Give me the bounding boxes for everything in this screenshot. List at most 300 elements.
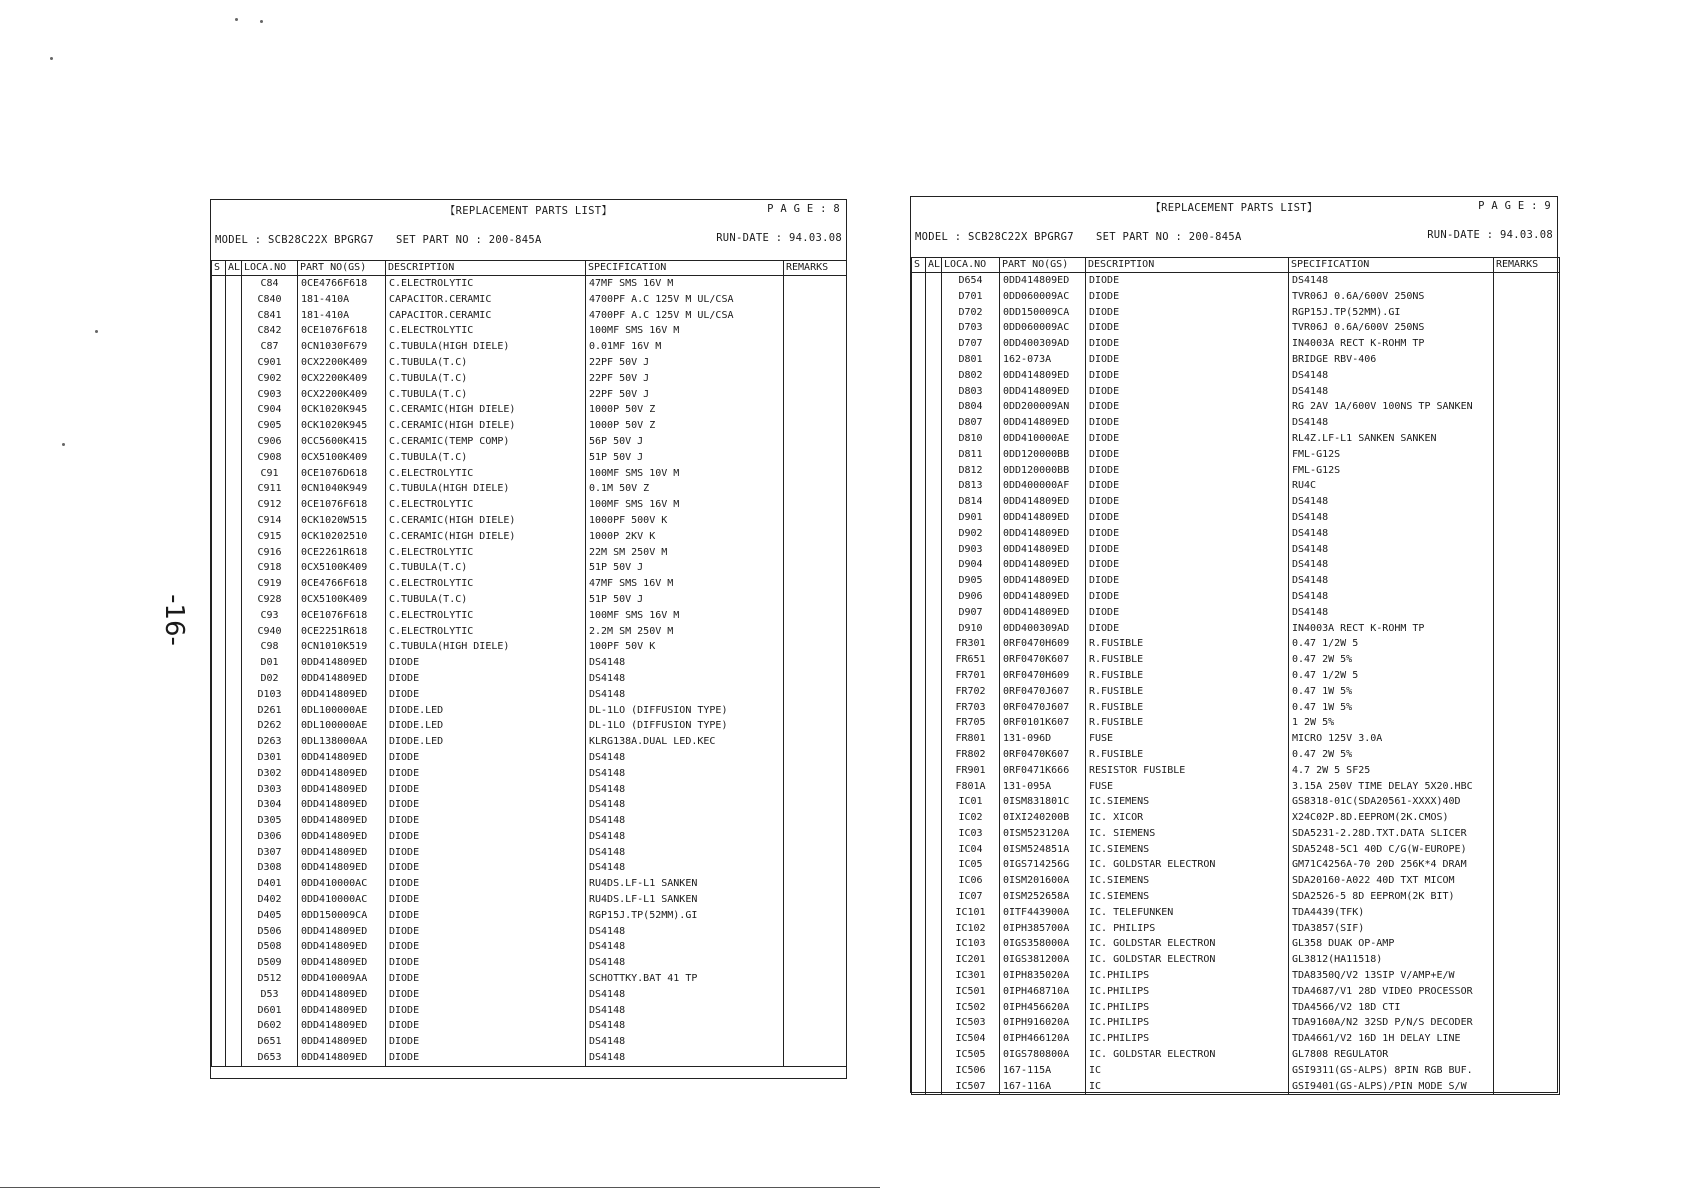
loca-no-cell: C905: [242, 418, 298, 434]
s-cell: [912, 478, 926, 494]
loca-no-cell: D601: [242, 1003, 298, 1019]
loca-no-cell: D263: [242, 734, 298, 750]
description-cell: C.CERAMIC(HIGH DIELE): [386, 418, 586, 434]
specification-cell: FML-G12S: [1289, 447, 1494, 463]
loca-no-cell: D602: [242, 1018, 298, 1034]
part-no-cell: 0DD414809ED: [1000, 589, 1086, 605]
s-cell: [912, 668, 926, 684]
scan-speck: [95, 330, 98, 333]
s-cell: [212, 276, 226, 292]
al-cell: [226, 402, 242, 418]
s-cell: [912, 352, 926, 368]
s-cell: [212, 939, 226, 955]
table-row: [212, 418, 847, 434]
specification-cell: TDA9160A/N2 32SD P/N/S DECODER: [1289, 1015, 1494, 1031]
part-no-cell: 0DD414809ED: [298, 829, 386, 845]
s-cell: [912, 936, 926, 952]
remarks-cell: [1494, 447, 1560, 463]
al-cell: [226, 687, 242, 703]
description-cell: C.CERAMIC(HIGH DIELE): [386, 513, 586, 529]
description-cell: DIODE: [1086, 463, 1289, 479]
loca-no-cell: IC102: [942, 921, 1000, 937]
loca-no-cell: IC03: [942, 826, 1000, 842]
part-no-cell: 0CE4766F618: [298, 276, 386, 292]
specification-cell: DS4148: [1289, 589, 1494, 605]
part-no-cell: 131-095A: [1000, 779, 1086, 795]
s-cell: [212, 750, 226, 766]
al-cell: [226, 624, 242, 640]
loca-no-cell: D907: [942, 605, 1000, 621]
specification-cell: DS4148: [1289, 368, 1494, 384]
specification-cell: 4.7 2W 5 SF25: [1289, 763, 1494, 779]
description-cell: DIODE: [386, 1018, 586, 1034]
description-cell: DIODE: [386, 860, 586, 876]
al-cell: [226, 797, 242, 813]
s-cell: [912, 1000, 926, 1016]
description-cell: RESISTOR FUSIBLE: [1086, 763, 1289, 779]
scan-speck: [235, 18, 238, 21]
table-row: [212, 1018, 847, 1034]
description-cell: DIODE: [386, 892, 586, 908]
remarks-cell: [1494, 621, 1560, 637]
loca-no-cell: IC201: [942, 952, 1000, 968]
remarks-cell: [784, 1018, 847, 1034]
loca-no-cell: C912: [242, 497, 298, 513]
part-no-cell: 0DD414809ED: [1000, 542, 1086, 558]
al-cell: [926, 763, 942, 779]
description-cell: DIODE: [386, 876, 586, 892]
description-cell: DIODE: [386, 655, 586, 671]
al-cell: [926, 794, 942, 810]
part-no-cell: 0DD400309AD: [1000, 621, 1086, 637]
remarks-cell: [1494, 431, 1560, 447]
part-no-cell: 0RF0471K666: [1000, 763, 1086, 779]
s-cell: [912, 431, 926, 447]
part-no-cell: 0CN1040K949: [298, 481, 386, 497]
description-cell: IC. XICOR: [1086, 810, 1289, 826]
table-row: [212, 545, 847, 561]
s-cell: [912, 621, 926, 637]
table-row: [212, 497, 847, 513]
al-cell: [926, 463, 942, 479]
loca-no-cell: IC301: [942, 968, 1000, 984]
loca-no-cell: C901: [242, 355, 298, 371]
al-cell: [926, 589, 942, 605]
remarks-cell: [784, 402, 847, 418]
remarks-cell: [784, 466, 847, 482]
page-label: P A G E : 8: [767, 203, 840, 215]
remarks-cell: [784, 339, 847, 355]
part-no-cell: 0DD150009CA: [1000, 305, 1086, 321]
loca-no-cell: D653: [242, 1050, 298, 1066]
loca-no-cell: C841: [242, 308, 298, 324]
table-header-row: [912, 258, 1560, 273]
specification-cell: TDA3857(SIF): [1289, 921, 1494, 937]
run-date-label: RUN-DATE : 94.03.08: [1427, 229, 1553, 241]
part-no-cell: 0DD410000AC: [298, 892, 386, 908]
column-header: S: [212, 261, 226, 276]
specification-cell: DS4148: [1289, 273, 1494, 289]
description-cell: CAPACITOR.CERAMIC: [386, 308, 586, 324]
remarks-cell: [1494, 273, 1560, 289]
table-row: [212, 718, 847, 734]
loca-no-cell: D401: [242, 876, 298, 892]
remarks-cell: [1494, 889, 1560, 905]
loca-no-cell: D801: [942, 352, 1000, 368]
table-row: [212, 797, 847, 813]
loca-no-cell: D813: [942, 478, 1000, 494]
remarks-cell: [784, 1050, 847, 1066]
description-cell: DIODE: [386, 671, 586, 687]
loca-no-cell: C91: [242, 466, 298, 482]
description-cell: C.TUBULA(T.C): [386, 387, 586, 403]
specification-cell: 0.47 1/2W 5: [1289, 636, 1494, 652]
s-cell: [912, 526, 926, 542]
table-row: [912, 731, 1560, 747]
part-no-cell: 167-115A: [1000, 1063, 1086, 1079]
part-no-cell: 0CX5100K409: [298, 560, 386, 576]
s-cell: [212, 908, 226, 924]
s-cell: [212, 797, 226, 813]
description-cell: DIODE: [1086, 399, 1289, 415]
al-cell: [926, 1031, 942, 1047]
specification-cell: GL7808 REGULATOR: [1289, 1047, 1494, 1063]
part-no-cell: 0ITF443900A: [1000, 905, 1086, 921]
part-no-cell: 0DD120000BB: [1000, 463, 1086, 479]
table-row: [912, 968, 1560, 984]
s-cell: [912, 573, 926, 589]
specification-cell: DS4148: [586, 924, 784, 940]
s-cell: [212, 876, 226, 892]
remarks-cell: [784, 750, 847, 766]
al-cell: [226, 1018, 242, 1034]
remarks-cell: [784, 497, 847, 513]
loca-no-cell: FR802: [942, 747, 1000, 763]
remarks-cell: [1494, 668, 1560, 684]
part-no-cell: 0DD414809ED: [298, 766, 386, 782]
specification-cell: 100MF SMS 10V M: [586, 466, 784, 482]
remarks-cell: [1494, 478, 1560, 494]
specification-cell: DS4148: [1289, 415, 1494, 431]
table-row: [912, 510, 1560, 526]
specification-cell: RU4DS.LF-L1 SANKEN: [586, 892, 784, 908]
al-cell: [926, 478, 942, 494]
table-header-row: [212, 261, 847, 276]
remarks-cell: [1494, 794, 1560, 810]
table-row: [912, 1015, 1560, 1031]
specification-cell: DS4148: [1289, 526, 1494, 542]
column-header: PART NO(GS): [1000, 258, 1086, 273]
specification-cell: DS4148: [586, 1034, 784, 1050]
table-row: [212, 829, 847, 845]
s-cell: [912, 842, 926, 858]
column-header: REMARKS: [784, 261, 847, 276]
remarks-cell: [1494, 842, 1560, 858]
specification-cell: DS4148: [586, 1050, 784, 1066]
remarks-cell: [1494, 984, 1560, 1000]
specification-cell: 51P 50V J: [586, 560, 784, 576]
table-row: [212, 1034, 847, 1050]
s-cell: [212, 860, 226, 876]
description-cell: C.ELECTROLYTIC: [386, 497, 586, 513]
al-cell: [226, 1003, 242, 1019]
remarks-cell: [1494, 700, 1560, 716]
specification-cell: DS4148: [586, 845, 784, 861]
part-no-cell: 0DD414809ED: [298, 1034, 386, 1050]
al-cell: [926, 431, 942, 447]
s-cell: [912, 368, 926, 384]
al-cell: [226, 734, 242, 750]
table-row: [212, 292, 847, 308]
specification-cell: 22M SM 250V M: [586, 545, 784, 561]
al-cell: [226, 639, 242, 655]
s-cell: [912, 289, 926, 305]
remarks-cell: [784, 829, 847, 845]
al-cell: [926, 1079, 942, 1095]
table-row: [912, 826, 1560, 842]
description-cell: IC.SIEMENS: [1086, 842, 1289, 858]
part-no-cell: 0DD200009AN: [1000, 399, 1086, 415]
s-cell: [212, 1034, 226, 1050]
specification-cell: GSI9311(GS-ALPS) 8PIN RGB BUF.: [1289, 1063, 1494, 1079]
description-cell: DIODE: [1086, 494, 1289, 510]
remarks-cell: [784, 939, 847, 955]
remarks-cell: [1494, 542, 1560, 558]
al-cell: [926, 573, 942, 589]
remarks-cell: [1494, 936, 1560, 952]
loca-no-cell: D811: [942, 447, 1000, 463]
remarks-cell: [1494, 1031, 1560, 1047]
specification-cell: SDA20160-A022 40D TXT MICOM: [1289, 873, 1494, 889]
s-cell: [212, 687, 226, 703]
remarks-cell: [1494, 1015, 1560, 1031]
description-cell: C.CERAMIC(HIGH DIELE): [386, 402, 586, 418]
part-no-cell: 0DD414809ED: [298, 1050, 386, 1066]
remarks-cell: [1494, 810, 1560, 826]
al-cell: [226, 908, 242, 924]
s-cell: [212, 560, 226, 576]
description-cell: DIODE: [386, 750, 586, 766]
table-row: [212, 481, 847, 497]
al-cell: [926, 415, 942, 431]
description-cell: IC. PHILIPS: [1086, 921, 1289, 937]
scan-speck: [50, 57, 53, 60]
remarks-cell: [784, 718, 847, 734]
s-cell: [912, 779, 926, 795]
loca-no-cell: D103: [242, 687, 298, 703]
loca-no-cell: IC02: [942, 810, 1000, 826]
al-cell: [926, 731, 942, 747]
specification-cell: 100PF 50V K: [586, 639, 784, 655]
description-cell: DIODE: [1086, 352, 1289, 368]
part-no-cell: 0DD414809ED: [298, 813, 386, 829]
description-cell: DIODE: [386, 1003, 586, 1019]
description-cell: DIODE: [1086, 510, 1289, 526]
table-row: [912, 320, 1560, 336]
s-cell: [912, 747, 926, 763]
remarks-cell: [1494, 320, 1560, 336]
s-cell: [912, 542, 926, 558]
remarks-cell: [1494, 968, 1560, 984]
s-cell: [912, 731, 926, 747]
loca-no-cell: C918: [242, 560, 298, 576]
part-no-cell: 0DD414809ED: [298, 987, 386, 1003]
description-cell: C.TUBULA(HIGH DIELE): [386, 481, 586, 497]
loca-no-cell: C87: [242, 339, 298, 355]
specification-cell: TVR06J 0.6A/600V 250NS: [1289, 320, 1494, 336]
al-cell: [226, 481, 242, 497]
remarks-cell: [784, 545, 847, 561]
table-row: [912, 936, 1560, 952]
remarks-cell: [784, 908, 847, 924]
al-cell: [226, 545, 242, 561]
al-cell: [226, 560, 242, 576]
part-no-cell: 0RF0470H609: [1000, 668, 1086, 684]
part-no-cell: 131-096D: [1000, 731, 1086, 747]
part-no-cell: 0CK1020W515: [298, 513, 386, 529]
column-header: LOCA.NO: [242, 261, 298, 276]
specification-cell: 1000P 50V Z: [586, 402, 784, 418]
description-cell: DIODE: [386, 782, 586, 798]
part-no-cell: 0CK10202510: [298, 529, 386, 545]
specification-cell: DS4148: [586, 671, 784, 687]
specification-cell: X24C02P.8D.EEPROM(2K.CMOS): [1289, 810, 1494, 826]
part-no-cell: 0CE2251R618: [298, 624, 386, 640]
table-row: [912, 336, 1560, 352]
loca-no-cell: D803: [942, 384, 1000, 400]
part-no-cell: 0DD060009AC: [1000, 289, 1086, 305]
part-no-cell: 0ISM524851A: [1000, 842, 1086, 858]
table-row: [912, 984, 1560, 1000]
table-row: [912, 494, 1560, 510]
table-row: [212, 513, 847, 529]
s-cell: [912, 557, 926, 573]
s-cell: [212, 1050, 226, 1066]
part-no-cell: 0DD414809ED: [1000, 494, 1086, 510]
al-cell: [226, 971, 242, 987]
s-cell: [912, 763, 926, 779]
column-header: PART NO(GS): [298, 261, 386, 276]
s-cell: [912, 984, 926, 1000]
remarks-cell: [784, 560, 847, 576]
al-cell: [926, 621, 942, 637]
part-no-cell: 0DD414809ED: [1000, 605, 1086, 621]
specification-cell: BRIDGE RBV-406: [1289, 352, 1494, 368]
s-cell: [212, 576, 226, 592]
remarks-cell: [784, 513, 847, 529]
part-no-cell: 0IGS381200A: [1000, 952, 1086, 968]
remarks-cell: [1494, 526, 1560, 542]
column-header: SPECIFICATION: [1289, 258, 1494, 273]
s-cell: [212, 323, 226, 339]
description-cell: C.TUBULA(T.C): [386, 560, 586, 576]
loca-no-cell: F801A: [942, 779, 1000, 795]
part-no-cell: 0DD060009AC: [1000, 320, 1086, 336]
description-cell: IC: [1086, 1079, 1289, 1095]
description-cell: R.FUSIBLE: [1086, 684, 1289, 700]
table-row: [212, 782, 847, 798]
table-row: [212, 576, 847, 592]
table-row: [912, 431, 1560, 447]
table-row: [912, 1047, 1560, 1063]
al-cell: [926, 700, 942, 716]
loca-no-cell: D812: [942, 463, 1000, 479]
column-header: AL: [926, 258, 942, 273]
loca-no-cell: D261: [242, 703, 298, 719]
table-row: [212, 387, 847, 403]
loca-no-cell: FR801: [942, 731, 1000, 747]
loca-no-cell: C84: [242, 276, 298, 292]
description-cell: DIODE: [1086, 415, 1289, 431]
specification-cell: TDA4566/V2 18D CTI: [1289, 1000, 1494, 1016]
loca-no-cell: D304: [242, 797, 298, 813]
set-part-label: SET PART NO : 200-845A: [1096, 231, 1242, 243]
page-label: P A G E : 9: [1478, 200, 1551, 212]
loca-no-cell: IC504: [942, 1031, 1000, 1047]
specification-cell: 22PF 50V J: [586, 387, 784, 403]
remarks-cell: [784, 276, 847, 292]
part-no-cell: 0DL138000AA: [298, 734, 386, 750]
al-cell: [226, 292, 242, 308]
loca-no-cell: D701: [942, 289, 1000, 305]
specification-cell: 0.47 2W 5%: [1289, 747, 1494, 763]
al-cell: [226, 703, 242, 719]
table-row: [912, 305, 1560, 321]
al-cell: [926, 557, 942, 573]
specification-cell: 51P 50V J: [586, 450, 784, 466]
s-cell: [912, 636, 926, 652]
part-no-cell: 0DD414809ED: [1000, 415, 1086, 431]
remarks-cell: [1494, 494, 1560, 510]
s-cell: [912, 1079, 926, 1095]
loca-no-cell: D814: [942, 494, 1000, 510]
table-row: [912, 447, 1560, 463]
loca-no-cell: D508: [242, 939, 298, 955]
table-row: [212, 434, 847, 450]
description-cell: DIODE.LED: [386, 734, 586, 750]
specification-cell: DS4148: [586, 750, 784, 766]
loca-no-cell: D904: [942, 557, 1000, 573]
s-cell: [912, 1015, 926, 1031]
al-cell: [926, 320, 942, 336]
loca-no-cell: IC07: [942, 889, 1000, 905]
table-row: [212, 687, 847, 703]
al-cell: [226, 513, 242, 529]
al-cell: [226, 829, 242, 845]
s-cell: [912, 952, 926, 968]
remarks-cell: [1494, 352, 1560, 368]
description-cell: DIODE: [1086, 289, 1289, 305]
part-no-cell: 0RF0470J607: [1000, 700, 1086, 716]
specification-cell: DS4148: [1289, 573, 1494, 589]
part-no-cell: 181-410A: [298, 292, 386, 308]
specification-cell: RL4Z.LF-L1 SANKEN SANKEN: [1289, 431, 1494, 447]
al-cell: [226, 387, 242, 403]
al-cell: [226, 750, 242, 766]
description-cell: R.FUSIBLE: [1086, 715, 1289, 731]
s-cell: [212, 292, 226, 308]
s-cell: [912, 305, 926, 321]
specification-cell: FML-G12S: [1289, 463, 1494, 479]
loca-no-cell: C928: [242, 592, 298, 608]
s-cell: [912, 510, 926, 526]
remarks-cell: [1494, 384, 1560, 400]
s-cell: [212, 308, 226, 324]
remarks-cell: [1494, 826, 1560, 842]
description-cell: C.ELECTROLYTIC: [386, 545, 586, 561]
loca-no-cell: D906: [942, 589, 1000, 605]
loca-no-cell: D01: [242, 655, 298, 671]
